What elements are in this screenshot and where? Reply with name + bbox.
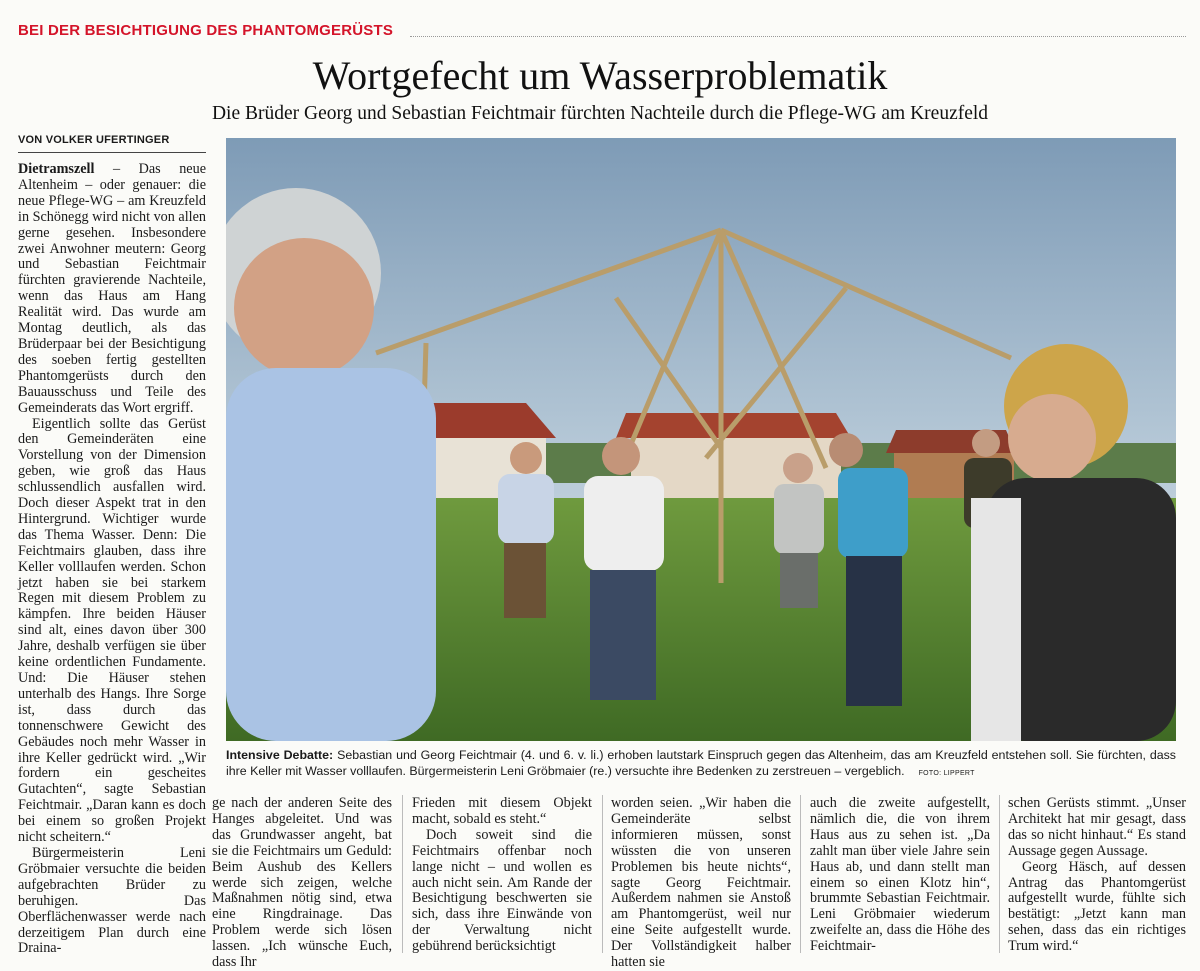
article-column-6 [1008, 796, 1186, 955]
article-paragraph: Georg Häsch, auf dessen Antrag das Phantomgerüst aufgestellt wurde, fühlte sich bestätigt: „Jetzt kann man sehen, dass das ein richtiges Trum wird.“ [1008, 858, 1186, 955]
caption-text: Sebastian und Georg Feichtmair (4. und 6. v. li.) erhoben lautstark Einspruch gegen das Altenheim, das am Kreuzfeld entstehen soll. Sie fürchten, dass ihre Keller mit Wasser volllaufen. Bürgermeisterin Leni Gröbmaier (re.) versuchte ihre Bedenken zu zerstreuen – vergeblich. [226, 748, 1176, 779]
column-rule [800, 795, 801, 953]
article-photo [226, 138, 1176, 741]
caption-lead: Intensive Debatte: [226, 748, 334, 762]
article-paragraph: auch die zweite aufgestellt, nämlich die, die von ihrem Haus aus zu sehen ist. „Da zahlt man über viele Jahre sein Haus ab, und dann stellt man einem so einen Klotz hin“, brummte Sebastian Feichtmair. Leni Gröbmaier wiederum zweifelte an, dass die Höhe des Feichtmair- [810, 795, 990, 955]
byline-rule [18, 152, 206, 153]
article-column-1 [18, 162, 206, 957]
article-paragraph: Doch soweit sind die Feichtmairs offenbar noch lange nicht – und wollen es auch nicht sein. Am Rande der Besichtigung beschwerten sie sich, dass ihre Einwände von der Verwaltung nicht gebührend berücksichtigt [412, 826, 592, 955]
photo-credit: FOTO: LIPPERT [918, 770, 975, 778]
article-paragraph: ge nach der anderen Seite des Hanges abgeleitet. Und was das Grundwasser angeht, bat sie die Feichtmairs um Geduld: Beim Aushub des Kellers werde sich zeigen, welche Maßnahmen nötig sind, etwa eine Ringdrainage. Das Problem werde sich lösen lassen. „Ich wünsche Euch, dass Ihr [212, 795, 392, 971]
article-column-4 [611, 796, 791, 971]
dateline: Dietramszell [18, 161, 95, 177]
subheadline: Die Brüder Georg und Sebastian Feichtmair fürchten Nachteile durch die Pflege-WG am Kreuzfeld [211, 103, 989, 124]
column-rule [602, 795, 603, 953]
article-paragraph: Eigentlich sollte das Gerüst den Gemeinderäten eine Vorstellung von der Dimension geben, wie groß das Haus schlussendlich ausfallen wird. Doch dieser Aspekt trat in den Hintergrund. Wichtiger wurde das Thema Wasser. Denn: Die Feichtmairs glauben, dass ihre Keller volllaufen werden. Schon jetzt haben sie bei starkem Regen mit diesem Problem zu kämpfen. Ihre beiden Häuser sind alt, eines davon über 300 Jahre, deshalb verfügen sie über keine ordentlichen Fundamente. Und: Die Häuser stehen unterhalb des Hangs. Ihre Sorge ist, dass durch das tonnenschwere Gewicht des Gebäudes noch mehr Wasser in ihre Keller gedrückt wird. „Wir fordern ein gescheites Gutachten“, sagte Sebastian Feichtmair. „Daran kann es doch bei einem so großen Projekt nicht scheitern.“ [18, 415, 206, 846]
headline: Wortgefecht um Wasserproblematik [312, 53, 888, 98]
kicker: BEI DER BESICHTIGUNG DES PHANTOMGERÜSTS [18, 22, 394, 39]
article-paragraph: schen Gerüsts stimmt. „Unser Architekt hat mir gesagt, dass das so nicht hinhaut.“ Es stand Aussage gegen Aussage. [1008, 795, 1186, 859]
article-paragraph: Dietramszell – Das neue Altenheim – oder genauer: die neue Pflege-WG – am Kreuzfeld in Schönegg wird nicht von allen gerne gesehen. Insbesondere zwei Anwohner meutern: Georg und Sebastian Feichtmair fürchten gravierende Nachteile, wenn das Haus am Hang Realität wird. Das wurde am Montag deutlich, als das Brüderpaar bei der Besichtigung des soeben fertig gestellten Phantomgerüsts durch den Bauausschuss und Teile des Gemeinderats das Wort ergriff. [18, 161, 206, 416]
byline: VON VOLKER UFERTINGER [18, 134, 170, 146]
article-paragraph: worden seien. „Wir haben die Gemeinderäte selbst informieren müssen, sonst wüssten die von unseren Problemen bis heute nichts“, sagte Georg Feichtmair. Außerdem nahmen sie Anstoß am Phantomgerüst, weil nur eine Seite aufgestellt wurde. Der Vollständigkeit halber hatten sie [611, 795, 791, 971]
column-rule [402, 795, 403, 953]
kicker-rule [410, 36, 1186, 37]
article-column-3 [412, 796, 592, 955]
article-paragraph: Frieden mit diesem Objekt macht, sobald es steht.“ [412, 795, 592, 827]
article-column-2 [212, 796, 392, 971]
article-paragraph: Bürgermeisterin Leni Gröbmaier versuchte die beiden aufgebrachten Brüder zu beruhigen. Das Oberflächenwasser werde nach derzeitigem Plan durch eine Draina- [18, 844, 206, 957]
photo-illustration [226, 138, 1176, 741]
photo-caption [226, 747, 1176, 782]
article-column-5 [810, 796, 990, 955]
column-rule [999, 795, 1000, 953]
